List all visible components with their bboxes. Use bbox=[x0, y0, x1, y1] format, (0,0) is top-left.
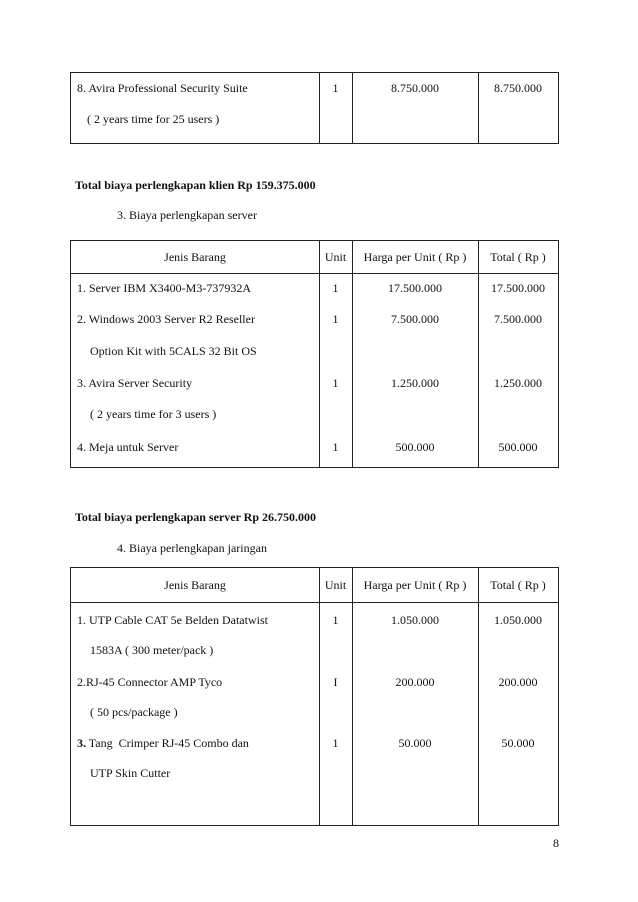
table-jaringan bbox=[70, 567, 559, 826]
item-text: 1. Server IBM X3400-M3-737932A bbox=[77, 281, 251, 295]
item-text: 1. UTP Cable CAT 5e Belden Datatwist bbox=[77, 613, 268, 627]
item-text: Option Kit with 5CALS 32 Bit OS bbox=[90, 344, 257, 358]
column-header: Harga per Unit ( Rp ) bbox=[363, 250, 467, 264]
item-text: 2. Windows 2003 Server R2 Reseller bbox=[77, 312, 255, 326]
price-cell: 50.000 bbox=[398, 736, 432, 750]
total-cell: 17.500.000 bbox=[491, 281, 545, 295]
item-text: ( 2 years time for 3 users ) bbox=[90, 407, 217, 421]
item-text: 2.RJ-45 Connector AMP Tyco bbox=[77, 675, 223, 689]
unit-cell: 1 bbox=[332, 281, 339, 295]
price-cell: 200.000 bbox=[395, 675, 435, 689]
item-text: 3. Avira Server Security bbox=[77, 376, 193, 390]
price-cell: 17.500.000 bbox=[388, 281, 442, 295]
total-cell: 500.000 bbox=[498, 440, 538, 454]
page-number: 8 bbox=[553, 836, 559, 850]
table-server bbox=[70, 240, 559, 468]
unit-cell: I bbox=[333, 675, 338, 689]
total-cell: 8.750.000 bbox=[494, 81, 542, 95]
column-header: Total ( Rp ) bbox=[490, 578, 546, 592]
item-text: 4. Meja untuk Server bbox=[77, 440, 179, 454]
unit-cell: 1 bbox=[332, 312, 339, 326]
total-cell: 1.050.000 bbox=[494, 613, 542, 627]
price-cell: 7.500.000 bbox=[391, 312, 439, 326]
item-text: ( 50 pcs/package ) bbox=[90, 705, 178, 719]
total-klien: Total biaya perlengkapan klien Rp 159.375.000 bbox=[75, 178, 316, 192]
price-cell: 8.750.000 bbox=[391, 81, 439, 95]
column-header: Unit bbox=[324, 250, 347, 264]
section-heading-jaringan: 4. Biaya perlengkapan jaringan bbox=[117, 541, 267, 555]
table-avira-pro bbox=[70, 72, 559, 144]
price-cell: 1.250.000 bbox=[391, 376, 439, 390]
total-cell: 1.250.000 bbox=[494, 376, 542, 390]
total-cell: 200.000 bbox=[498, 675, 538, 689]
item-number: 3. bbox=[77, 736, 86, 750]
item-text: UTP Skin Cutter bbox=[90, 766, 171, 780]
item-text bbox=[77, 736, 249, 750]
unit-cell: 1 bbox=[332, 613, 339, 627]
unit-cell: 1 bbox=[332, 376, 339, 390]
column-header: Jenis Barang bbox=[164, 578, 226, 592]
column-header: Total ( Rp ) bbox=[490, 250, 546, 264]
item-text: ( 2 years time for 25 users ) bbox=[87, 112, 220, 126]
total-cell: 7.500.000 bbox=[494, 312, 542, 326]
column-header: Harga per Unit ( Rp ) bbox=[363, 578, 467, 592]
total-server: Total biaya perlengkapan server Rp 26.750.000 bbox=[75, 510, 317, 524]
item-label: Tang Crimper RJ-45 Combo dan bbox=[86, 736, 249, 750]
section-heading-server: 3. Biaya perlengkapan server bbox=[117, 208, 257, 222]
item-text: 8. Avira Professional Security Suite bbox=[77, 81, 248, 95]
unit-cell: 1 bbox=[332, 440, 339, 454]
unit-cell: 1 bbox=[332, 81, 339, 95]
price-cell: 1.050.000 bbox=[391, 613, 439, 627]
item-text: 1583A ( 300 meter/pack ) bbox=[90, 643, 214, 657]
total-cell: 50.000 bbox=[501, 736, 535, 750]
price-cell: 500.000 bbox=[395, 440, 435, 454]
unit-cell: 1 bbox=[332, 736, 339, 750]
column-header: Unit bbox=[324, 578, 347, 592]
column-header: Jenis Barang bbox=[164, 250, 226, 264]
